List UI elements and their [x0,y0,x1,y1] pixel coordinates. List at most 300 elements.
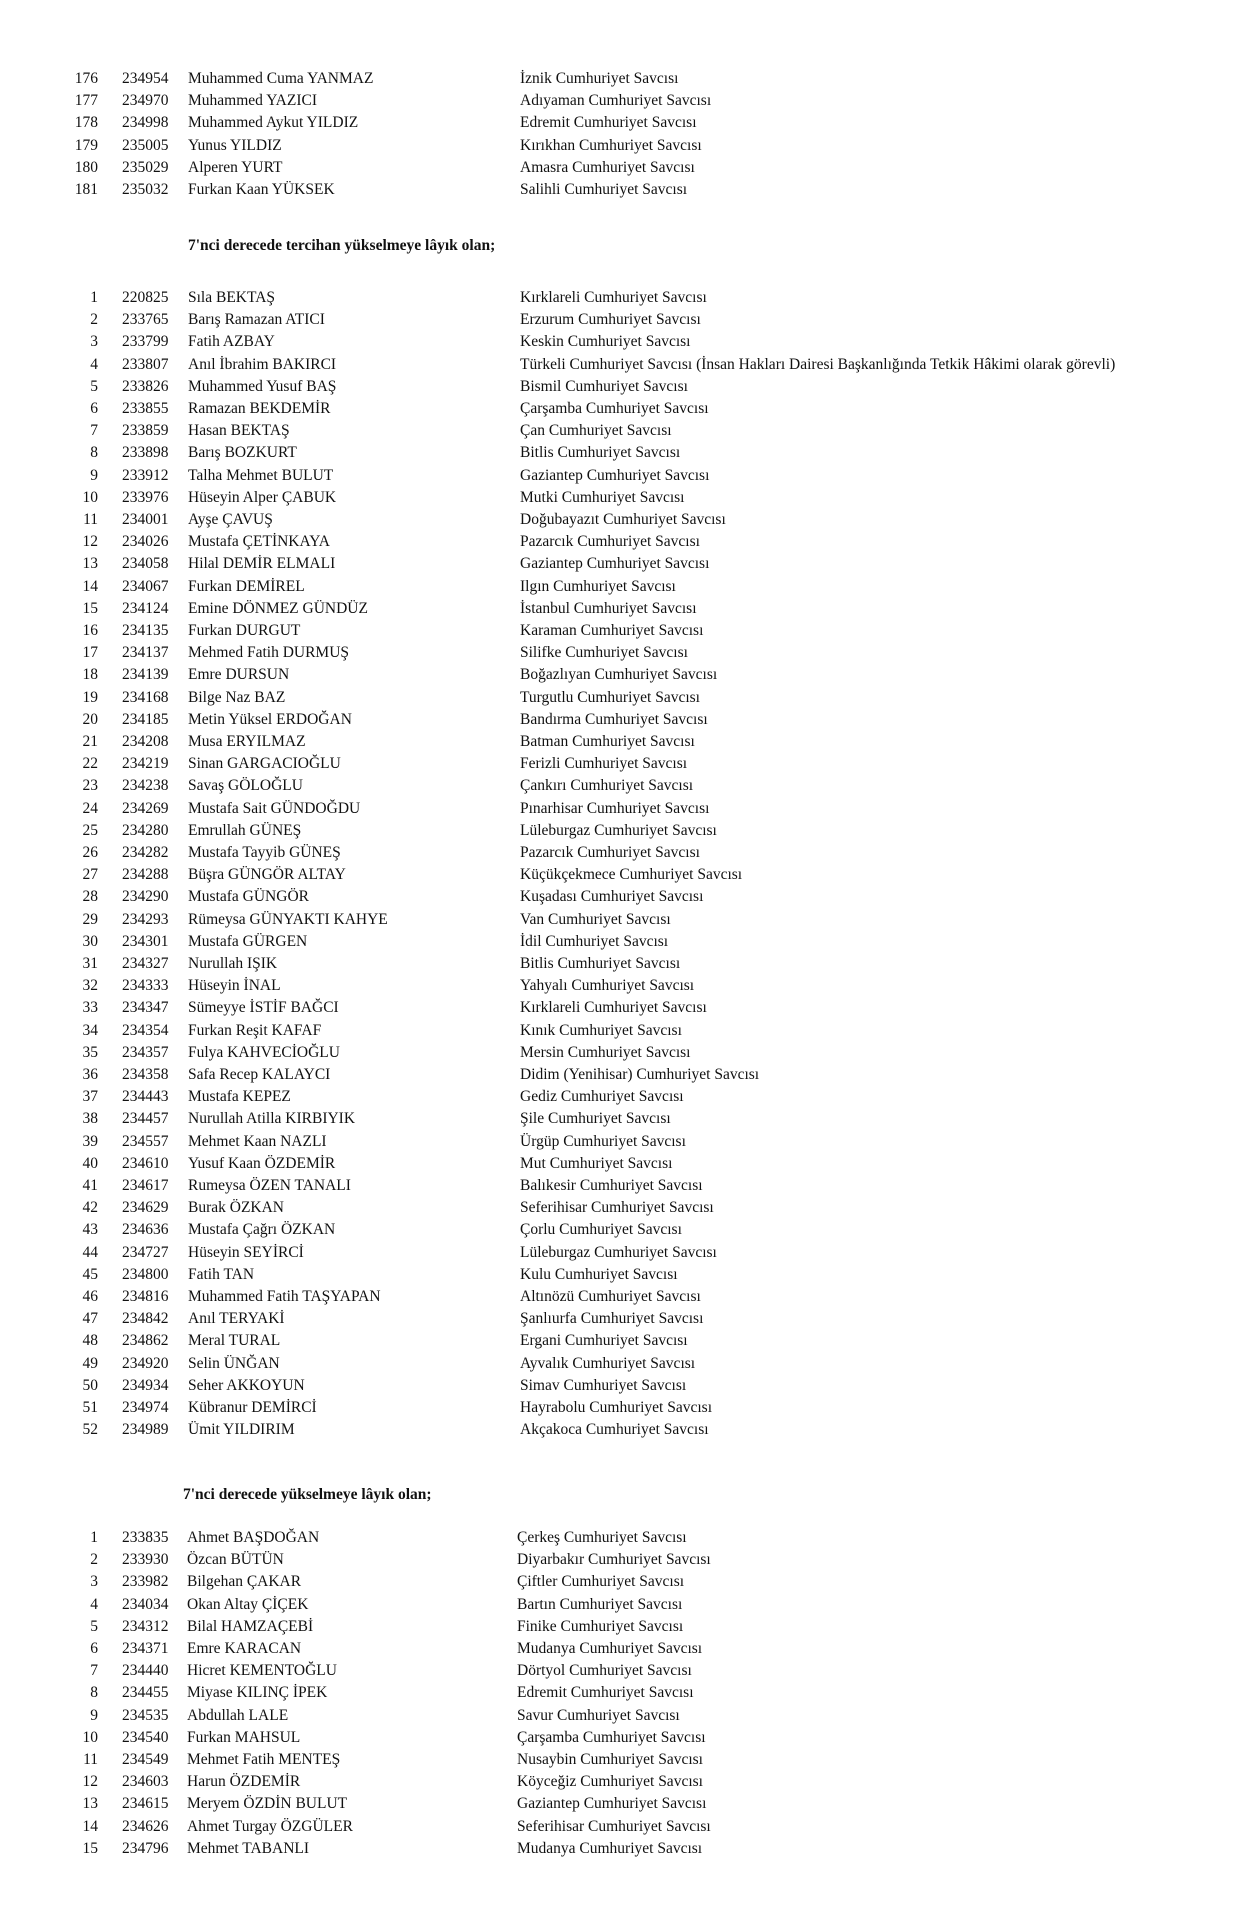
sicil-number: 233976 [122,488,169,506]
person-name: Ayşe ÇAVUŞ [188,511,273,528]
row-number: 41 [82,1177,98,1194]
table-row [0,1816,1252,1838]
sicil-number: 234989 [122,1421,169,1439]
assignment: Şile Cumhuriyet Savcısı [520,1110,671,1128]
table-row [0,398,1252,420]
person-name: Emine DÖNMEZ GÜNDÜZ [188,599,368,617]
row-number: 2 [90,311,98,329]
sicil-number: 234124 [122,599,169,617]
sicil-number: 235029 [122,158,169,176]
sicil-number: 234034 [122,1595,169,1613]
sicil-number: 234727 [122,1243,169,1261]
table-row [0,465,1252,487]
row-number: 33 [82,999,98,1017]
assignment: Edremit Cumhuriyet Savcısı [517,1684,694,1702]
sicil-number: 234934 [122,1376,169,1394]
table-row [0,1353,1252,1375]
assignment: Gaziantep Cumhuriyet Savcısı [520,555,710,573]
sicil-number: 220825 [122,289,169,306]
row-number: 13 [82,555,98,573]
row-number: 6 [90,400,98,417]
row-number: 9 [90,1706,98,1724]
person-name: Bilge Naz BAZ [188,688,286,706]
row-number: 48 [82,1332,98,1350]
assignment: Çankırı Cumhuriyet Savcısı [520,777,694,795]
assignment: İdil Cumhuriyet Savcısı [520,932,669,950]
sicil-number: 233912 [122,466,169,484]
person-name: Büşra GÜNGÖR ALTAY [188,866,346,884]
sicil-number: 234001 [122,511,169,528]
row-number: 13 [82,1795,98,1813]
assignment: Köyceğiz Cumhuriyet Savcısı [517,1773,703,1791]
assignment: Batman Cumhuriyet Savcısı [520,733,695,750]
assignment: Bitlis Cumhuriyet Savcısı [520,444,681,462]
table-row [0,1042,1252,1064]
person-name: Talha Mehmet BULUT [188,466,334,484]
person-name: Yusuf Kaan ÖZDEMİR [188,1154,336,1172]
row-number: 6 [90,1640,98,1657]
sicil-number: 234800 [122,1265,169,1283]
person-name: Hilal DEMİR ELMALI [188,555,336,573]
row-number: 178 [74,114,98,132]
person-name: Hüseyin İNAL [188,977,281,995]
assignment: Kırıkhan Cumhuriyet Savcısı [520,136,702,154]
person-name: Abdullah LALE [187,1706,289,1724]
assignment: Pınarhisar Cumhuriyet Savcısı [520,799,710,817]
row-number: 8 [90,1684,98,1702]
row-number: 10 [82,1728,98,1746]
sicil-number: 234282 [122,844,169,861]
table-row [0,1219,1252,1241]
person-name: Sıla BEKTAŞ [188,289,276,306]
table-row [0,576,1252,598]
table-row [0,157,1252,179]
assignment: İznik Cumhuriyet Savcısı [520,70,679,87]
sicil-number: 234168 [122,688,169,706]
assignment: Boğazlıyan Cumhuriyet Savcısı [520,666,718,684]
row-number: 17 [82,644,98,662]
assignment: Ayvalık Cumhuriyet Savcısı [520,1354,696,1372]
table-row [0,1375,1252,1397]
sicil-number: 234629 [122,1199,169,1217]
table-row [0,775,1252,797]
sicil-number: 234842 [122,1310,169,1328]
person-name: Bilal HAMZAÇEBİ [187,1617,314,1635]
assignment: Savur Cumhuriyet Savcısı [517,1706,680,1724]
assignment: Doğubayazıt Cumhuriyet Savcısı [520,511,726,528]
table-row [0,886,1252,908]
sicil-number: 234290 [122,888,169,906]
assignment: Pazarcık Cumhuriyet Savcısı [520,533,700,551]
sicil-number: 233982 [122,1573,169,1591]
assignment: Didim (Yenihisar) Cumhuriyet Savcısı [520,1066,760,1083]
row-number: 40 [82,1154,98,1172]
row-number: 18 [82,666,98,684]
table-row [0,309,1252,331]
sicil-number: 234067 [122,577,169,595]
person-name: Hüseyin SEYİRCİ [188,1243,304,1261]
row-number: 19 [82,688,98,706]
assignment: Turgutlu Cumhuriyet Savcısı [520,688,700,706]
sicil-number: 234970 [122,92,169,110]
row-number: 1 [90,289,98,306]
person-name: Muhammed Yusuf BAŞ [188,377,337,395]
sicil-number: 234440 [122,1662,169,1680]
sicil-number: 234455 [122,1684,169,1702]
sicil-number: 234357 [122,1043,169,1061]
assignment: Pazarcık Cumhuriyet Savcısı [520,844,700,861]
sicil-number: 234280 [122,821,169,839]
table-row [0,531,1252,553]
assignment: Finike Cumhuriyet Savcısı [517,1617,684,1635]
sicil-number: 234557 [122,1132,169,1150]
row-number: 37 [82,1088,98,1106]
person-name: Özcan BÜTÜN [187,1551,284,1569]
table-row [0,1397,1252,1419]
person-name: Harun ÖZDEMİR [187,1773,301,1791]
assignment: Nusaybin Cumhuriyet Savcısı [517,1751,703,1768]
row-number: 32 [82,977,98,995]
sicil-number: 234615 [122,1795,169,1813]
table-row [0,553,1252,575]
row-number: 1 [90,1529,98,1546]
person-name: Mehmet Fatih MENTEŞ [187,1751,341,1768]
table-row [0,1330,1252,1352]
assignment: Akçakoca Cumhuriyet Savcısı [520,1421,709,1439]
table-row [0,909,1252,931]
table-row [0,287,1252,309]
sicil-number: 233826 [122,377,169,395]
table-row [0,1153,1252,1175]
table-row [0,1108,1252,1130]
table-row [0,1308,1252,1330]
assignment: Kırklareli Cumhuriyet Savcısı [520,289,707,306]
table-row [0,842,1252,864]
table-row [0,487,1252,509]
row-number: 4 [90,1595,98,1613]
assignment: Balıkesir Cumhuriyet Savcısı [520,1177,703,1194]
table-row [0,1660,1252,1682]
row-number: 5 [90,377,98,395]
assignment: Şanlıurfa Cumhuriyet Savcısı [520,1310,704,1328]
person-name: Muhammed Fatih TAŞYAPAN [188,1288,381,1305]
row-number: 46 [82,1288,98,1305]
sicil-number: 234293 [122,910,169,928]
assignment: Edremit Cumhuriyet Savcısı [520,114,697,132]
assignment: Gediz Cumhuriyet Savcısı [520,1088,684,1106]
table-row [0,135,1252,157]
table-row [0,442,1252,464]
table-row [0,1419,1252,1441]
row-number: 15 [82,599,98,617]
row-number: 39 [82,1132,98,1150]
table-row [0,90,1252,112]
table-row [0,1616,1252,1638]
assignment: Mutki Cumhuriyet Savcısı [520,488,685,506]
sicil-number: 235032 [122,181,169,198]
person-name: Fatih AZBAY [188,333,275,351]
sicil-number: 233859 [122,422,169,440]
row-number: 25 [82,821,98,839]
table-row [0,1064,1252,1086]
sicil-number: 233835 [122,1529,169,1546]
person-name: Mustafa Sait GÜNDOĞDU [188,799,361,817]
row-number: 181 [74,181,98,198]
person-name: Fatih TAN [188,1265,255,1283]
sicil-number: 234549 [122,1751,169,1768]
assignment: Türkeli Cumhuriyet Savcısı (İnsan Hakları Dairesi Başkanlığında Tetkik Hâkimi olarak görevli) [520,355,1116,373]
assignment: Simav Cumhuriyet Savcısı [520,1376,687,1394]
table-row [0,1638,1252,1660]
table-row [0,820,1252,842]
row-number: 38 [82,1110,98,1128]
assignment: Bitlis Cumhuriyet Savcısı [520,955,681,972]
row-number: 16 [82,622,98,639]
person-name: Musa ERYILMAZ [188,733,306,750]
row-number: 7 [90,422,98,440]
sicil-number: 235005 [122,136,169,154]
row-number: 3 [90,1573,98,1591]
person-name: Anıl İbrahim BAKIRCI [188,355,337,373]
person-name: Ahmet Turgay ÖZGÜLER [187,1817,353,1835]
row-number: 10 [82,488,98,506]
person-name: Kübranur DEMİRCİ [188,1399,317,1416]
person-name: Furkan DEMİREL [188,577,305,595]
sicil-number: 234626 [122,1817,169,1835]
person-name: Muhammed Cuma YANMAZ [188,70,374,87]
row-number: 11 [83,1751,98,1768]
table-row [0,664,1252,686]
row-number: 36 [82,1066,98,1083]
person-name: Barış Ramazan ATICI [188,311,325,329]
assignment: Ferizli Cumhuriyet Savcısı [520,755,688,773]
row-number: 176 [74,70,98,87]
assignment: Çan Cumhuriyet Savcısı [520,422,672,440]
row-number: 50 [82,1376,98,1394]
table-row [0,1020,1252,1042]
assignment: Gaziantep Cumhuriyet Savcısı [520,466,710,484]
table-row [0,68,1252,90]
section-heading-eligible: 7'nci derecede yükselmeye lâyık olan; [183,1486,432,1503]
sicil-number: 234796 [122,1839,169,1857]
person-name: Emre DURSUN [188,666,290,684]
person-name: Alperen YURT [188,158,283,176]
person-name: Emrullah GÜNEŞ [188,821,302,839]
person-name: Muhammed YAZICI [188,92,318,110]
table-row [0,376,1252,398]
assignment: Seferihisar Cumhuriyet Savcısı [517,1817,711,1835]
assignment: Kulu Cumhuriyet Savcısı [520,1265,678,1283]
sicil-number: 234058 [122,555,169,573]
person-name: Meral TURAL [188,1332,281,1350]
sicil-number: 233799 [122,333,169,351]
table-row [0,731,1252,753]
sicil-number: 234327 [122,955,169,972]
row-number: 5 [90,1617,98,1635]
table-row [0,753,1252,775]
sicil-number: 234269 [122,799,169,817]
person-name: Selin ÜNĞAN [188,1354,280,1372]
row-number: 49 [82,1354,98,1372]
row-number: 3 [90,333,98,351]
assignment: Lüleburgaz Cumhuriyet Savcısı [520,821,717,839]
sicil-number: 234135 [122,622,169,639]
person-name: Rumeysa ÖZEN TANALI [188,1177,351,1194]
sicil-number: 234617 [122,1177,169,1194]
assignment: Seferihisar Cumhuriyet Savcısı [520,1199,714,1217]
table-row [0,1242,1252,1264]
sicil-number: 234185 [122,710,169,728]
table-row [0,354,1252,376]
person-name: Mustafa Çağrı ÖZKAN [188,1221,336,1239]
person-name: Nurullah IŞIK [188,955,278,972]
person-name: Muhammed Aykut YILDIZ [188,114,359,132]
assignment: Kuşadası Cumhuriyet Savcısı [520,888,704,906]
person-name: Fulya KAHVECİOĞLU [188,1043,340,1061]
assignment: Bismil Cumhuriyet Savcısı [520,377,688,395]
sicil-number: 234603 [122,1773,169,1791]
person-name: Meryem ÖZDİN BULUT [187,1795,348,1813]
row-number: 177 [74,92,98,110]
assignment: Silifke Cumhuriyet Savcısı [520,644,688,662]
table-row [0,420,1252,442]
table-row [0,1771,1252,1793]
sicil-number: 233898 [122,444,169,462]
sicil-number: 234535 [122,1706,169,1724]
table-row [0,997,1252,1019]
sicil-number: 234288 [122,866,169,884]
table-row [0,1749,1252,1771]
person-name: Sinan GARGACIOĞLU [188,755,341,773]
person-name: Bilgehan ÇAKAR [187,1573,302,1591]
row-number: 12 [82,1773,98,1791]
table-row [0,798,1252,820]
assignment: Hayrabolu Cumhuriyet Savcısı [520,1399,712,1416]
sicil-number: 234974 [122,1399,169,1416]
sicil-number: 234920 [122,1354,169,1372]
assignment: Lüleburgaz Cumhuriyet Savcısı [520,1243,717,1261]
person-name: Mustafa Tayyib GÜNEŞ [188,844,341,861]
table-row [0,1705,1252,1727]
table-row [0,1264,1252,1286]
table-row [0,1527,1252,1549]
sicil-number: 233930 [122,1551,169,1569]
row-number: 47 [82,1310,98,1328]
sicil-number: 234219 [122,755,169,773]
person-name: Ümit YILDIRIM [188,1421,295,1439]
person-name: Rümeysa GÜNYAKTI KAHYE [188,910,388,928]
assignment: Ilgın Cumhuriyet Savcısı [520,577,676,595]
row-number: 35 [82,1043,98,1061]
row-number: 14 [82,577,98,595]
table-row [0,1549,1252,1571]
sicil-number: 234610 [122,1154,169,1172]
table-row [0,1175,1252,1197]
table-row [0,1682,1252,1704]
table-row [0,975,1252,997]
person-name: Hicret KEMENTOĞLU [187,1662,337,1680]
person-name: Anıl TERYAKİ [188,1310,285,1328]
assignment: Gaziantep Cumhuriyet Savcısı [517,1795,707,1813]
person-name: Burak ÖZKAN [188,1199,284,1217]
table-row [0,953,1252,975]
row-number: 23 [82,777,98,795]
person-name: Mustafa GÜRGEN [188,932,308,950]
person-name: Mustafa KEPEZ [188,1088,291,1106]
person-name: Emre KARACAN [187,1640,302,1657]
person-name: Furkan MAHSUL [187,1728,301,1746]
row-number: 180 [74,158,98,176]
table-row [0,179,1252,201]
person-name: Mehmed Fatih DURMUŞ [188,644,350,662]
person-name: Nurullah Atilla KIRBIYIK [188,1110,356,1128]
assignment: Ürgüp Cumhuriyet Savcısı [520,1132,686,1150]
person-name: Furkan Kaan YÜKSEK [188,181,335,198]
assignment: Mudanya Cumhuriyet Savcısı [517,1839,703,1857]
assignment: Kınık Cumhuriyet Savcısı [520,1021,682,1039]
sicil-number: 234238 [122,777,169,795]
sicil-number: 234139 [122,666,169,684]
sicil-number: 234443 [122,1088,169,1106]
table-row [0,1571,1252,1593]
row-number: 27 [82,866,98,884]
assignment: Keskin Cumhuriyet Savcısı [520,333,691,351]
table-row [0,709,1252,731]
sicil-number: 234862 [122,1332,169,1350]
row-number: 31 [82,955,98,972]
row-number: 9 [90,466,98,484]
person-name: Furkan Reşit KAFAF [188,1021,322,1039]
person-name: Hasan BEKTAŞ [188,422,290,440]
assignment: Çorlu Cumhuriyet Savcısı [520,1221,682,1239]
row-number: 11 [83,511,98,528]
sicil-number: 233855 [122,400,169,417]
table-row [0,1286,1252,1308]
sicil-number: 233765 [122,311,169,329]
table-row [0,331,1252,353]
row-number: 44 [82,1243,98,1261]
assignment: Diyarbakır Cumhuriyet Savcısı [517,1551,711,1569]
table-row [0,1793,1252,1815]
sicil-number: 234371 [122,1640,169,1657]
person-name: Seher AKKOYUN [188,1376,305,1394]
sicil-number: 234026 [122,533,169,551]
row-number: 51 [82,1399,98,1416]
person-name: Ahmet BAŞDOĞAN [187,1529,320,1546]
person-name: Barış BOZKURT [188,444,297,462]
person-name: Savaş GÖLOĞLU [188,777,303,795]
table-row [0,1086,1252,1108]
row-number: 2 [90,1551,98,1569]
assignment: Çarşamba Cumhuriyet Savcısı [517,1728,706,1746]
assignment: Mut Cumhuriyet Savcısı [520,1154,673,1172]
assignment: Amasra Cumhuriyet Savcısı [520,158,695,176]
table-row [0,687,1252,709]
assignment: Karaman Cumhuriyet Savcısı [520,622,704,639]
sicil-number: 234998 [122,114,169,132]
assignment: Kırklareli Cumhuriyet Savcısı [520,999,707,1017]
sicil-number: 233807 [122,355,169,373]
row-number: 21 [82,733,98,750]
assignment: Adıyaman Cumhuriyet Savcısı [520,92,712,110]
row-number: 7 [90,1662,98,1680]
table-row [0,1838,1252,1860]
assignment: Altınözü Cumhuriyet Savcısı [520,1288,701,1305]
person-name: Hüseyin Alper ÇABUK [188,488,337,506]
person-name: Metin Yüksel ERDOĞAN [188,710,352,728]
sicil-number: 234208 [122,733,169,750]
row-number: 179 [74,136,98,154]
